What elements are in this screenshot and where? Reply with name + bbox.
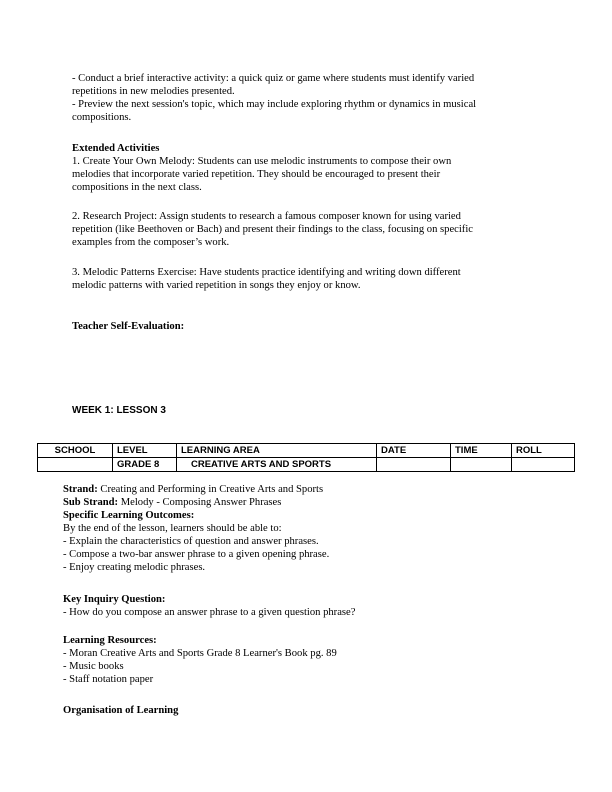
learning-resources-heading: Learning Resources:	[63, 635, 157, 646]
table-cell: CREATIVE ARTS AND SPORTS	[177, 458, 377, 472]
text-line: compositions in the next class.	[72, 182, 202, 193]
table-cell	[377, 458, 451, 472]
text-line: - Enjoy creating melodic phrases.	[63, 562, 206, 573]
conclusion-activities	[72, 72, 542, 124]
text-line: melodies that incorporate varied repetition. They should be encouraged to present their	[72, 169, 441, 180]
key-inquiry-heading: Key Inquiry Question:	[63, 594, 166, 605]
text-line: examples from the composer’s work.	[72, 237, 230, 248]
text-line: - Staff notation paper	[63, 674, 154, 685]
strand-label: Strand:	[63, 484, 98, 495]
table-cell: GRADE 8	[113, 458, 177, 472]
table-cell	[38, 458, 113, 472]
header-cell: LEVEL	[113, 444, 177, 458]
header-cell: SCHOOL	[38, 444, 113, 458]
text-line: - Compose a two-bar answer phrase to a given opening phrase.	[63, 549, 330, 560]
outcomes-heading: Specific Learning Outcomes:	[63, 510, 195, 521]
learning-resources-section	[63, 634, 543, 686]
text-line: 3. Melodic Patterns Exercise: Have students practice identifying and writing down different	[72, 267, 461, 278]
text-line: By the end of the lesson, learners should be able to:	[63, 523, 282, 534]
text-line: melodic patterns with varied repetition in songs they enjoy or know.	[72, 280, 361, 291]
organisation-heading: Organisation of Learning	[63, 705, 179, 716]
table-header-row	[38, 444, 575, 458]
text-line: - Music books	[63, 661, 124, 672]
table-cell	[512, 458, 575, 472]
text-line: 1. Create Your Own Melody: Students can use melodic instruments to compose their own	[72, 156, 452, 167]
strand-value: Creating and Performing in Creative Arts and Sports	[97, 484, 324, 495]
strand-line	[63, 483, 543, 496]
text-line: repetitions in new melodies presented.	[72, 86, 235, 97]
text-line: - How do you compose an answer phrase to a given question phrase?	[63, 607, 356, 618]
week-lesson-heading: WEEK 1: LESSON 3	[72, 405, 166, 416]
table-row	[38, 458, 575, 472]
extended-activities-section	[72, 142, 542, 194]
text-line: - Moran Creative Arts and Sports Grade 8 Learner's Book pg. 89	[63, 648, 337, 659]
header-cell: DATE	[377, 444, 451, 458]
sub-strand-label: Sub Strand:	[63, 497, 119, 508]
extended-activities-heading: Extended Activities	[72, 143, 160, 154]
text-line: - Preview the next session's topic, which may include exploring rhythm or dynamics in musical	[72, 99, 477, 110]
text-line: - Conduct a brief interactive activity: a quick quiz or game where students must identify varied	[72, 73, 475, 84]
table-cell	[451, 458, 512, 472]
header-cell: TIME	[451, 444, 512, 458]
sub-strand-line	[63, 496, 543, 509]
lesson-details	[63, 483, 543, 574]
text-line: 2. Research Project: Assign students to research a famous composer known for using varied	[72, 211, 461, 222]
text-line: compositions.	[72, 112, 132, 123]
sub-strand-value: Melody - Composing Answer Phrases	[118, 497, 282, 508]
header-cell: LEARNING AREA	[177, 444, 377, 458]
lesson-info-table	[37, 443, 575, 472]
header-cell: ROLL	[512, 444, 575, 458]
text-line: repetition (like Beethoven or Bach) and present their findings to the class, focusing on specific	[72, 224, 473, 235]
key-inquiry-section	[63, 593, 543, 619]
extended-activity-item	[72, 210, 542, 249]
teacher-self-evaluation-heading: Teacher Self-Evaluation:	[72, 321, 185, 332]
text-line: - Explain the characteristics of question and answer phrases.	[63, 536, 319, 547]
extended-activity-item	[72, 266, 542, 292]
